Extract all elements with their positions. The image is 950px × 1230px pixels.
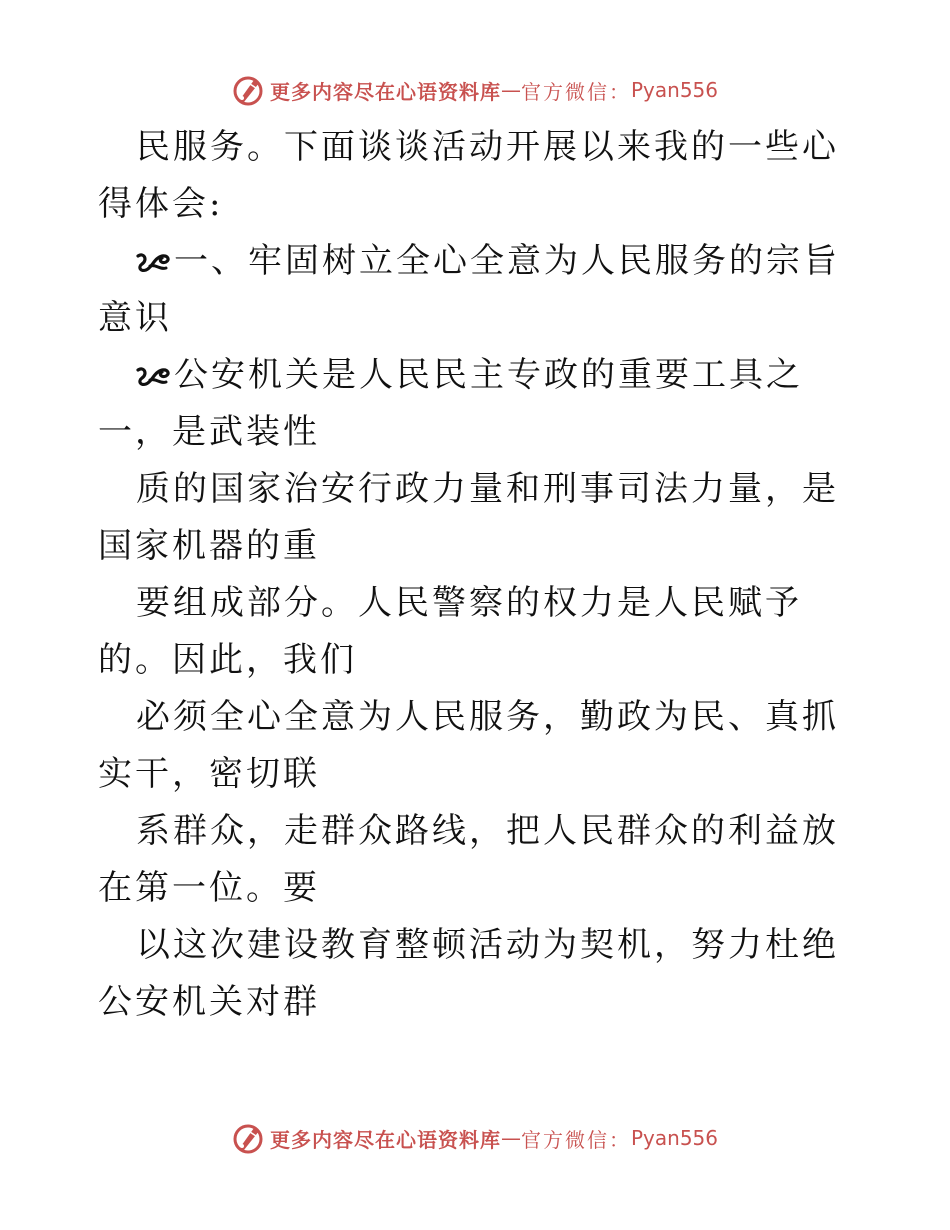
paragraph-5-text: 要组成部分。人民警察的权力是人民赋予的。因此，我们 xyxy=(98,583,802,680)
paragraph-5 xyxy=(98,575,858,689)
footer-banner xyxy=(0,1118,950,1158)
paragraph-3-text: 公安机关是人民民主专政的重要工具之一，是武装性 xyxy=(98,355,803,452)
quill-pen-logo-icon xyxy=(232,74,264,106)
header-banner xyxy=(0,70,950,110)
paragraph-7-text: 系群众，走群众路线，把人民群众的利益放在第一位。要 xyxy=(98,811,839,908)
paragraph-6 xyxy=(98,689,858,803)
header-banner-dash: — xyxy=(500,78,521,102)
header-wechat-id: Pyan556 xyxy=(630,78,718,102)
paragraph-6-text: 必须全心全意为人民服务，勤政为民、真抓实干，密切联 xyxy=(98,697,839,794)
paragraph-3 xyxy=(98,347,858,461)
paragraph-2 xyxy=(98,233,858,347)
footer-banner-dash: — xyxy=(500,1126,521,1150)
footer-banner-text: 更多内容尽在心语资料库 xyxy=(269,1127,501,1152)
paragraph-4-text: 质的国家治安行政力量和刑事司法力量，是国家机器的重 xyxy=(98,469,839,566)
footer-banner-label: 官方微信： xyxy=(520,1127,631,1152)
paragraph-1 xyxy=(98,119,858,233)
paragraph-1-text: 民服务。下面谈谈活动开展以来我的一些心得体会: xyxy=(98,127,839,224)
paragraph-8-text: 以这次建设教育整顿活动为契机，努力杜绝公安机关对群 xyxy=(98,925,839,1022)
paragraph-4 xyxy=(98,461,858,575)
document-body xyxy=(98,119,858,1031)
paragraph-2-text: 一、牢固树立全心全意为人民服务的宗旨意识 xyxy=(98,241,840,338)
fleuron-icon xyxy=(136,248,172,274)
quill-pen-logo-icon xyxy=(232,1122,264,1154)
fleuron-icon xyxy=(136,362,172,388)
paragraph-8 xyxy=(98,917,858,1031)
paragraph-7 xyxy=(98,803,858,917)
header-banner-label: 官方微信： xyxy=(520,79,631,104)
header-banner-text: 更多内容尽在心语资料库 xyxy=(269,79,501,104)
footer-wechat-id: Pyan556 xyxy=(630,1126,718,1150)
